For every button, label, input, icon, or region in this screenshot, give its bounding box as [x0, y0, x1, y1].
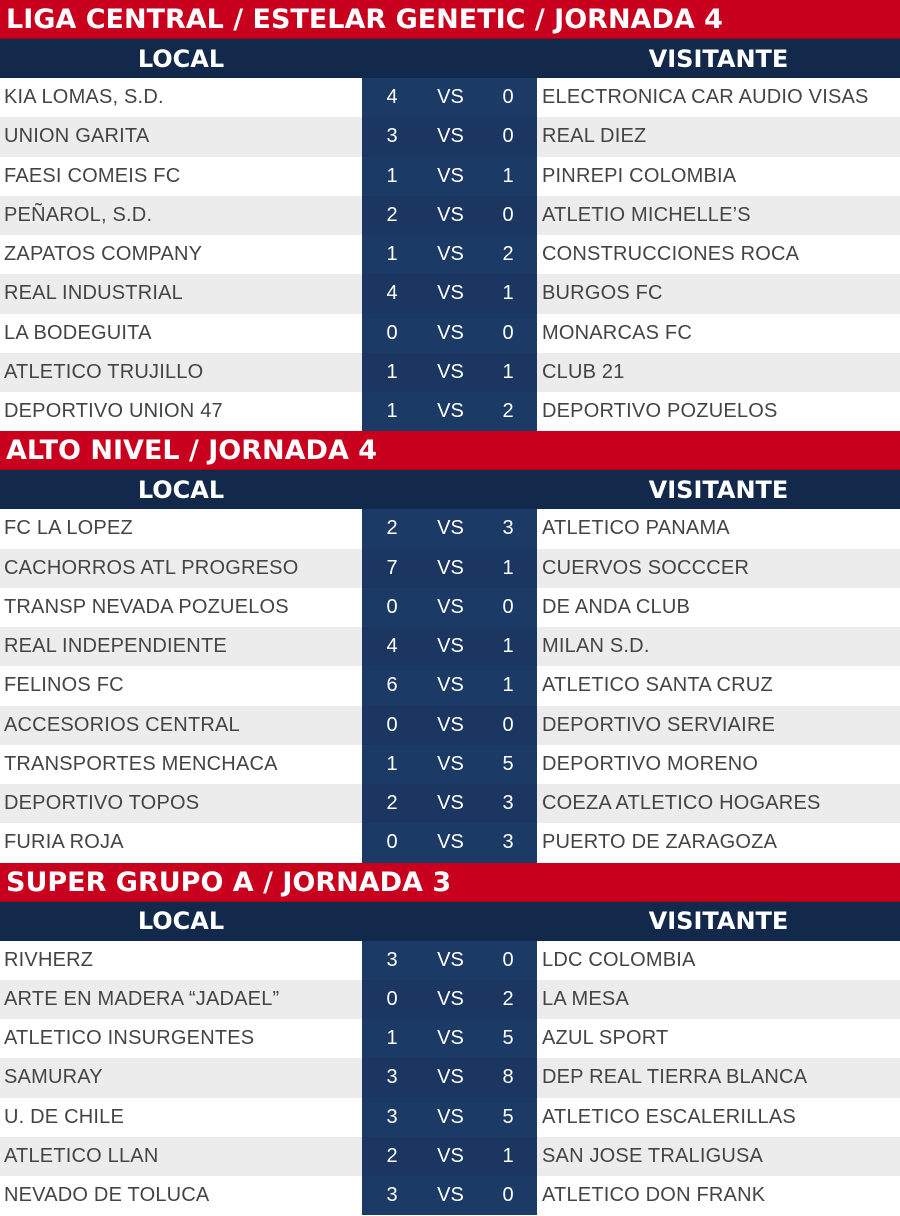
score-block: [362, 823, 537, 862]
match-row: [0, 588, 900, 627]
score-block: [362, 1137, 537, 1176]
score-block: [362, 745, 537, 784]
home-score: 3: [386, 1105, 398, 1128]
away-team: ATLETICO ESCALERILLAS: [537, 1098, 900, 1137]
match-row: [0, 666, 900, 705]
home-team: SAMURAY: [0, 1058, 362, 1097]
vs-label: VS: [437, 792, 464, 815]
match-row: [0, 1176, 900, 1215]
home-team: FURIA ROJA: [0, 823, 362, 862]
home-team: NEVADO DE TOLUCA: [0, 1176, 362, 1215]
match-row: [0, 196, 900, 235]
away-team: ATLETIO MICHELLE’S: [537, 196, 900, 235]
vs-label: VS: [437, 1027, 464, 1050]
score-block: [362, 666, 537, 705]
away-team: ATLETICO SANTA CRUZ: [537, 666, 900, 705]
away-team: DEPORTIVO POZUELOS: [537, 392, 900, 431]
score-block: [362, 117, 537, 156]
home-team: ZAPATOS COMPANY: [0, 235, 362, 274]
vs-label: VS: [437, 321, 464, 344]
score-block: [362, 706, 537, 745]
section-title: SUPER GRUPO A / JORNADA 3: [0, 863, 900, 902]
home-score: 3: [386, 1184, 398, 1207]
score-block: [362, 196, 537, 235]
match-list: [0, 941, 900, 1216]
home-score: 2: [386, 203, 398, 226]
section-title: ALTO NIVEL / JORNADA 4: [0, 431, 900, 470]
visitante-header: VISITANTE: [648, 907, 789, 935]
match-list: [0, 78, 900, 431]
match-row: [0, 1019, 900, 1058]
column-header: [0, 39, 900, 78]
home-score: 2: [386, 792, 398, 815]
away-score: 0: [502, 86, 514, 109]
away-team: CONSTRUCCIONES ROCA: [537, 235, 900, 274]
away-team: MONARCAS FC: [537, 314, 900, 353]
away-team: DE ANDA CLUB: [537, 588, 900, 627]
local-header: LOCAL: [137, 907, 225, 935]
away-score: 1: [502, 360, 514, 383]
home-team: CACHORROS ATL PROGRESO: [0, 549, 362, 588]
vs-label: VS: [437, 86, 464, 109]
score-block: [362, 627, 537, 666]
score-block: [362, 1058, 537, 1097]
league-section: [0, 431, 900, 862]
match-row: [0, 78, 900, 117]
home-team: FAESI COMEIS FC: [0, 157, 362, 196]
away-team: SAN JOSE TRALIGUSA: [537, 1137, 900, 1176]
home-score: 1: [386, 752, 398, 775]
match-row: [0, 117, 900, 156]
home-team: DEPORTIVO UNION 47: [0, 392, 362, 431]
away-team: PINREPI COLOMBIA: [537, 157, 900, 196]
score-block: [362, 157, 537, 196]
match-row: [0, 157, 900, 196]
home-score: 0: [386, 595, 398, 618]
home-team: KIA LOMAS, S.D.: [0, 78, 362, 117]
vs-label: VS: [437, 360, 464, 383]
score-block: [362, 549, 537, 588]
away-score: 1: [502, 1144, 514, 1167]
match-row: [0, 745, 900, 784]
section-title: LIGA CENTRAL / ESTELAR GENETIC / JORNADA 4: [0, 0, 900, 39]
match-row: [0, 314, 900, 353]
vs-label: VS: [437, 203, 464, 226]
away-score: 2: [502, 243, 514, 266]
score-block: [362, 941, 537, 980]
away-team: PUERTO DE ZARAGOZA: [537, 823, 900, 862]
home-score: 0: [386, 987, 398, 1010]
vs-label: VS: [437, 987, 464, 1010]
home-score: 1: [386, 243, 398, 266]
visitante-header: VISITANTE: [648, 475, 789, 504]
home-team: TRANSPORTES MENCHACA: [0, 745, 362, 784]
match-row: [0, 823, 900, 862]
home-score: 3: [386, 1066, 398, 1089]
home-score: 6: [386, 674, 398, 697]
vs-label: VS: [437, 556, 464, 579]
away-score: 1: [502, 635, 514, 658]
match-row: [0, 235, 900, 274]
home-team: ATLETICO TRUJILLO: [0, 353, 362, 392]
match-row: [0, 627, 900, 666]
vs-label: VS: [437, 164, 464, 187]
home-score: 1: [386, 360, 398, 383]
home-score: 1: [386, 164, 398, 187]
vs-label: VS: [437, 1105, 464, 1128]
vs-label: VS: [437, 713, 464, 736]
score-block: [362, 980, 537, 1019]
away-team: DEP REAL TIERRA BLANCA: [537, 1058, 900, 1097]
away-team: DEPORTIVO MORENO: [537, 745, 900, 784]
score-block: [362, 1176, 537, 1215]
away-score: 0: [502, 125, 514, 148]
home-score: 0: [386, 831, 398, 854]
away-score: 1: [502, 164, 514, 187]
visitante-header: VISITANTE: [648, 44, 789, 73]
home-team: U. DE CHILE: [0, 1098, 362, 1137]
home-score: 4: [386, 282, 398, 305]
home-team: LA BODEGUITA: [0, 314, 362, 353]
away-score: 3: [502, 792, 514, 815]
away-team: LDC COLOMBIA: [537, 941, 900, 980]
local-header: LOCAL: [137, 44, 225, 73]
away-score: 0: [502, 948, 514, 971]
column-header: [0, 470, 900, 509]
match-row: [0, 392, 900, 431]
away-score: 3: [502, 831, 514, 854]
home-team: PEÑAROL, S.D.: [0, 196, 362, 235]
home-team: TRANSP NEVADA POZUELOS: [0, 588, 362, 627]
home-score: 2: [386, 1144, 398, 1167]
score-block: [362, 588, 537, 627]
local-header: LOCAL: [137, 475, 225, 504]
vs-label: VS: [437, 948, 464, 971]
away-team: COEZA ATLETICO HOGARES: [537, 784, 900, 823]
away-score: 0: [502, 1184, 514, 1207]
league-section: [0, 863, 900, 1216]
vs-label: VS: [437, 1066, 464, 1089]
away-team: ATLETICO DON FRANK: [537, 1176, 900, 1215]
score-block: [362, 1098, 537, 1137]
score-block: [362, 353, 537, 392]
home-team: RIVHERZ: [0, 941, 362, 980]
vs-label: VS: [437, 635, 464, 658]
match-row: [0, 980, 900, 1019]
away-score: 5: [502, 1105, 514, 1128]
match-row: [0, 1058, 900, 1097]
vs-label: VS: [437, 282, 464, 305]
away-score: 3: [502, 517, 514, 540]
score-block: [362, 274, 537, 313]
column-header: [0, 902, 900, 941]
away-score: 0: [502, 595, 514, 618]
home-score: 3: [386, 948, 398, 971]
score-block: [362, 784, 537, 823]
home-team: ATLETICO INSURGENTES: [0, 1019, 362, 1058]
home-team: ACCESORIOS CENTRAL: [0, 706, 362, 745]
home-team: DEPORTIVO TOPOS: [0, 784, 362, 823]
home-team: UNION GARITA: [0, 117, 362, 156]
match-row: [0, 509, 900, 548]
score-block: [362, 509, 537, 548]
away-score: 8: [502, 1066, 514, 1089]
score-block: [362, 1019, 537, 1058]
score-block: [362, 235, 537, 274]
away-score: 1: [502, 282, 514, 305]
vs-label: VS: [437, 125, 464, 148]
vs-label: VS: [437, 595, 464, 618]
home-score: 0: [386, 713, 398, 736]
score-block: [362, 314, 537, 353]
away-score: 0: [502, 321, 514, 344]
away-team: AZUL SPORT: [537, 1019, 900, 1058]
league-section: [0, 0, 900, 431]
away-score: 1: [502, 674, 514, 697]
away-team: LA MESA: [537, 980, 900, 1019]
home-team: REAL INDUSTRIAL: [0, 274, 362, 313]
home-score: 0: [386, 321, 398, 344]
home-score: 1: [386, 1027, 398, 1050]
home-team: ARTE EN MADERA “JADAEL”: [0, 980, 362, 1019]
away-team: BURGOS FC: [537, 274, 900, 313]
match-row: [0, 353, 900, 392]
home-team: ATLETICO LLAN: [0, 1137, 362, 1176]
home-score: 2: [386, 517, 398, 540]
match-row: [0, 706, 900, 745]
away-score: 2: [502, 400, 514, 423]
home-team: FC LA LOPEZ: [0, 509, 362, 548]
home-score: 4: [386, 86, 398, 109]
vs-label: VS: [437, 831, 464, 854]
away-team: MILAN S.D.: [537, 627, 900, 666]
match-row: [0, 1098, 900, 1137]
vs-label: VS: [437, 1184, 464, 1207]
away-team: DEPORTIVO SERVIAIRE: [537, 706, 900, 745]
match-row: [0, 941, 900, 980]
match-list: [0, 509, 900, 862]
away-team: ATLETICO PANAMA: [537, 509, 900, 548]
away-score: 5: [502, 752, 514, 775]
away-score: 2: [502, 987, 514, 1010]
home-score: 4: [386, 635, 398, 658]
away-team: ELECTRONICA CAR AUDIO VISAS: [537, 78, 900, 117]
match-row: [0, 549, 900, 588]
home-score: 7: [386, 556, 398, 579]
score-block: [362, 392, 537, 431]
vs-label: VS: [437, 400, 464, 423]
vs-label: VS: [437, 517, 464, 540]
vs-label: VS: [437, 674, 464, 697]
score-block: [362, 78, 537, 117]
away-score: 0: [502, 203, 514, 226]
home-score: 1: [386, 400, 398, 423]
home-team: REAL INDEPENDIENTE: [0, 627, 362, 666]
vs-label: VS: [437, 243, 464, 266]
away-score: 5: [502, 1027, 514, 1050]
home-score: 3: [386, 125, 398, 148]
away-team: REAL DIEZ: [537, 117, 900, 156]
away-team: CUERVOS SOCCCER: [537, 549, 900, 588]
vs-label: VS: [437, 752, 464, 775]
match-row: [0, 274, 900, 313]
match-row: [0, 1137, 900, 1176]
vs-label: VS: [437, 1144, 464, 1167]
away-score: 0: [502, 713, 514, 736]
away-score: 1: [502, 556, 514, 579]
away-team: CLUB 21: [537, 353, 900, 392]
home-team: FELINOS FC: [0, 666, 362, 705]
match-row: [0, 784, 900, 823]
